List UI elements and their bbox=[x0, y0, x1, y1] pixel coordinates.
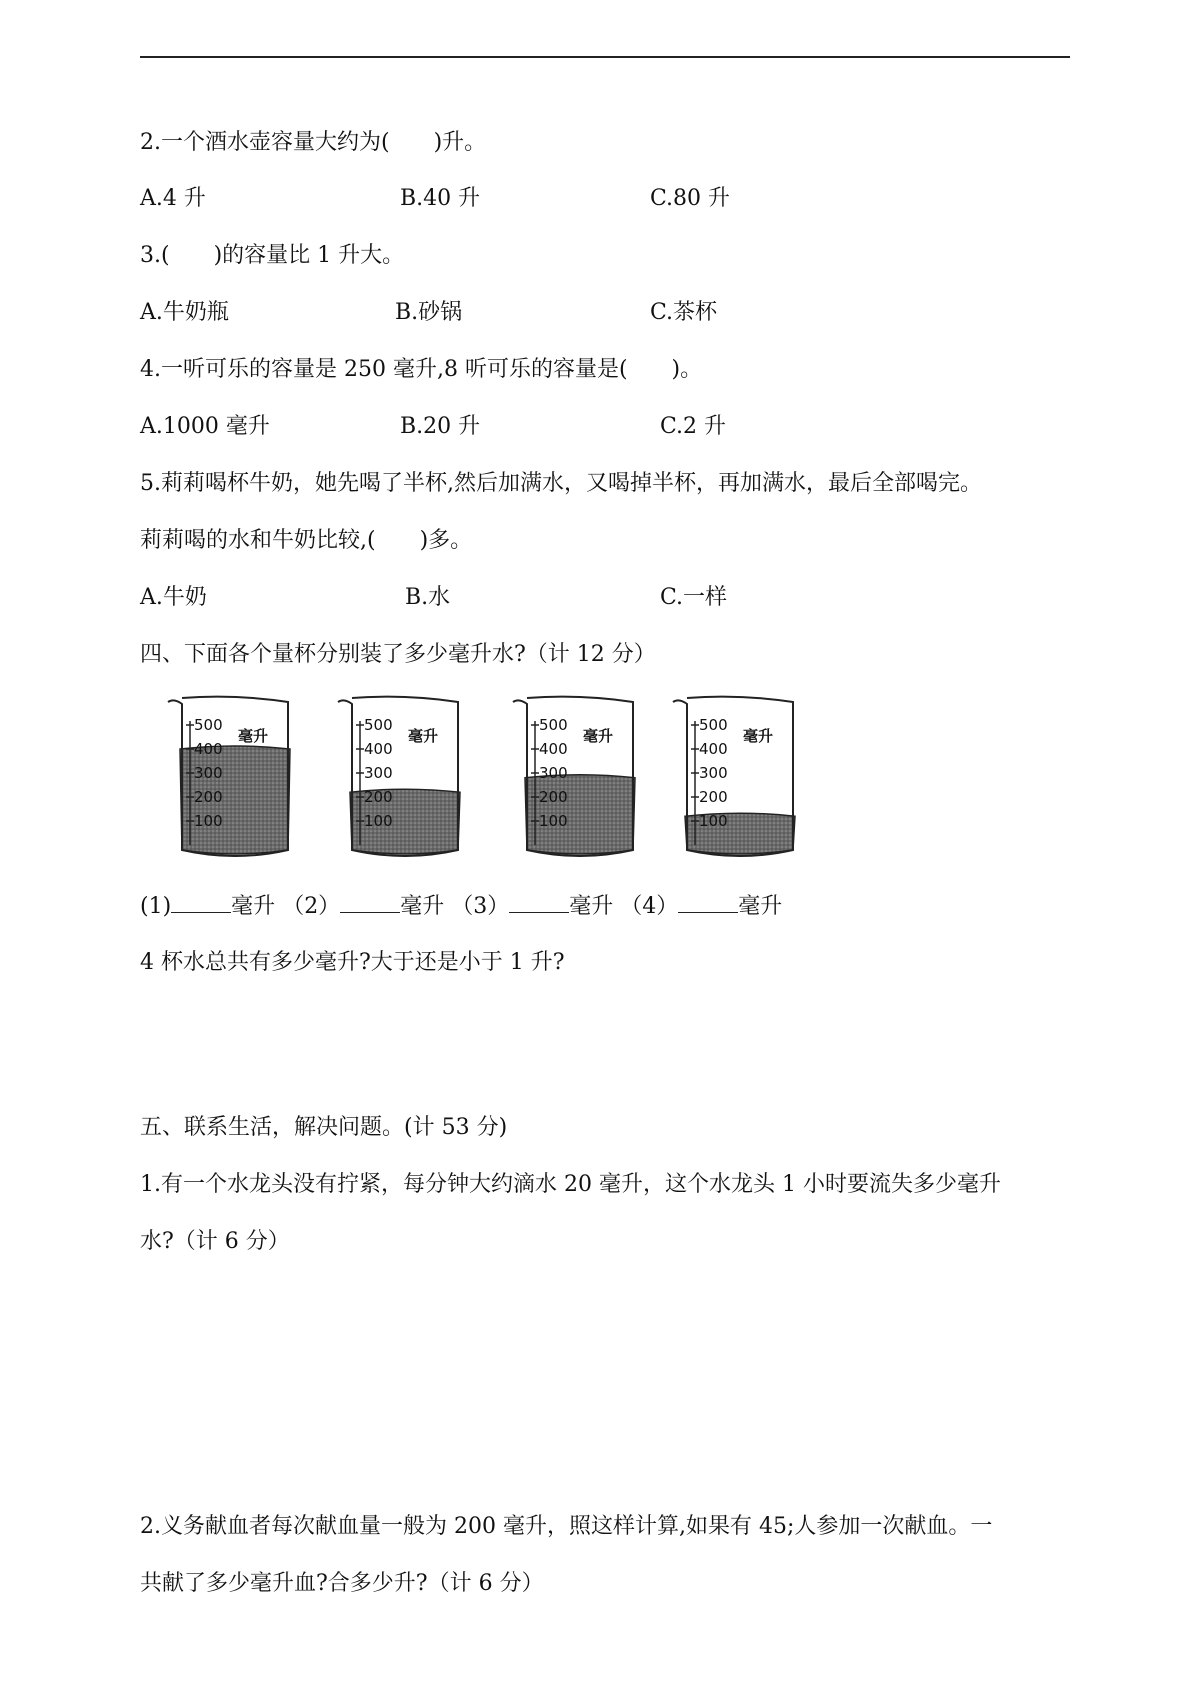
beaker-4-scale-label-100: 100 bbox=[699, 812, 728, 830]
blank-1-unit: 毫升 bbox=[231, 894, 276, 919]
beaker-2-unit-label: 毫升 bbox=[408, 727, 439, 745]
blank-2-field[interactable] bbox=[340, 890, 400, 913]
blank-1-field[interactable] bbox=[171, 890, 231, 913]
question-4-stem: 4.一听可乐的容量是 250 毫升,8 听可乐的容量是( )。 bbox=[140, 357, 703, 382]
blank-4-field[interactable] bbox=[678, 890, 738, 913]
beaker-2-scale-label-200: 200 bbox=[364, 788, 393, 806]
question-4-option-b: B.20 升 bbox=[400, 414, 481, 439]
beaker-4-drawing bbox=[665, 690, 815, 870]
section-4-heading: 四、下面各个量杯分别装了多少毫升水?（计 12 分） bbox=[140, 642, 656, 667]
blank-4-index: （4） bbox=[620, 894, 679, 919]
beaker-4-scale-label-300: 300 bbox=[699, 764, 728, 782]
question-5-option-c: C.一样 bbox=[660, 585, 728, 610]
section-5-heading: 五、联系生活，解决问题。(计 53 分) bbox=[140, 1115, 508, 1140]
beaker-3-scale-label-200: 200 bbox=[539, 788, 568, 806]
question-3-option-c: C.茶杯 bbox=[650, 300, 718, 325]
answer-blanks-row bbox=[140, 890, 782, 922]
beaker-1-drawing bbox=[160, 690, 310, 870]
question-2-option-a: A.4 升 bbox=[140, 186, 206, 211]
blank-3-unit: 毫升 bbox=[569, 894, 614, 919]
question-5-stem-line-1: 5.莉莉喝杯牛奶，她先喝了半杯,然后加满水，又喝掉半杯，再加满水，最后全部喝完。 bbox=[140, 471, 982, 496]
blank-3-index: （3） bbox=[451, 894, 510, 919]
beaker-2-scale-label-400: 400 bbox=[364, 740, 393, 758]
beaker-3-drawing bbox=[505, 690, 655, 870]
question-3-stem: 3.( )的容量比 1 升大。 bbox=[140, 243, 405, 268]
beaker-1-scale-label-500: 500 bbox=[194, 716, 223, 734]
beaker-1-scale-label-200: 200 bbox=[194, 788, 223, 806]
question-2-option-c: C.80 升 bbox=[650, 186, 731, 211]
question-2-option-b: B.40 升 bbox=[400, 186, 481, 211]
question-3-option-a: A.牛奶瓶 bbox=[140, 300, 229, 325]
beaker-2-scale-label-100: 100 bbox=[364, 812, 393, 830]
beaker-2-drawing bbox=[330, 690, 480, 870]
beaker-2-scale-label-500: 500 bbox=[364, 716, 393, 734]
problem-1-line-2: 水?（计 6 分） bbox=[140, 1229, 290, 1254]
beaker-3-unit-label: 毫升 bbox=[583, 727, 614, 745]
blank-2-unit: 毫升 bbox=[400, 894, 445, 919]
beaker-3 bbox=[505, 690, 655, 870]
beaker-4-scale-label-400: 400 bbox=[699, 740, 728, 758]
problem-1-line-1: 1.有一个水龙头没有拧紧，每分钟大约滴水 20 毫升，这个水龙头 1 小时要流失多少毫升 bbox=[140, 1172, 1001, 1197]
blank-3-field[interactable] bbox=[509, 890, 569, 913]
beaker-3-scale-label-500: 500 bbox=[539, 716, 568, 734]
question-5-option-a: A.牛奶 bbox=[140, 585, 207, 610]
beaker-2-scale-label-300: 300 bbox=[364, 764, 393, 782]
beaker-1-scale-label-100: 100 bbox=[194, 812, 223, 830]
question-3-option-b: B.砂锅 bbox=[395, 300, 463, 325]
problem-2-line-2: 共献了多少毫升血?合多少升?（计 6 分） bbox=[140, 1571, 544, 1596]
header-rule bbox=[140, 56, 1070, 58]
beaker-1-unit-label: 毫升 bbox=[238, 727, 269, 745]
beaker-3-scale-label-100: 100 bbox=[539, 812, 568, 830]
beaker-4 bbox=[665, 690, 815, 870]
question-5-stem-line-2: 莉莉喝的水和牛奶比较,( )多。 bbox=[140, 528, 473, 553]
beaker-1-scale-label-400: 400 bbox=[194, 740, 223, 758]
beaker-3-scale-label-400: 400 bbox=[539, 740, 568, 758]
blank-4-unit: 毫升 bbox=[738, 894, 783, 919]
beaker-4-scale-label-200: 200 bbox=[699, 788, 728, 806]
beaker-3-scale-label-300: 300 bbox=[539, 764, 568, 782]
blank-1-index: (1) bbox=[140, 894, 172, 919]
section-4-question: 4 杯水总共有多少毫升?大于还是小于 1 升? bbox=[140, 950, 565, 975]
blank-2-index: （2） bbox=[282, 894, 341, 919]
question-4-option-c: C.2 升 bbox=[660, 414, 727, 439]
question-4-option-a: A.1000 毫升 bbox=[140, 414, 270, 439]
beaker-4-scale-label-500: 500 bbox=[699, 716, 728, 734]
beaker-1-scale-label-300: 300 bbox=[194, 764, 223, 782]
question-5-option-b: B.水 bbox=[405, 585, 451, 610]
problem-2-line-1: 2.义务献血者每次献血量一般为 200 毫升，照这样计算,如果有 45;人参加一次献血。一 bbox=[140, 1514, 993, 1539]
beaker-4-unit-label: 毫升 bbox=[743, 727, 774, 745]
beaker-1 bbox=[160, 690, 310, 870]
beaker-2 bbox=[330, 690, 480, 870]
question-2-stem: 2.一个酒水壶容量大约为( )升。 bbox=[140, 130, 487, 155]
beaker-figures bbox=[160, 690, 820, 870]
